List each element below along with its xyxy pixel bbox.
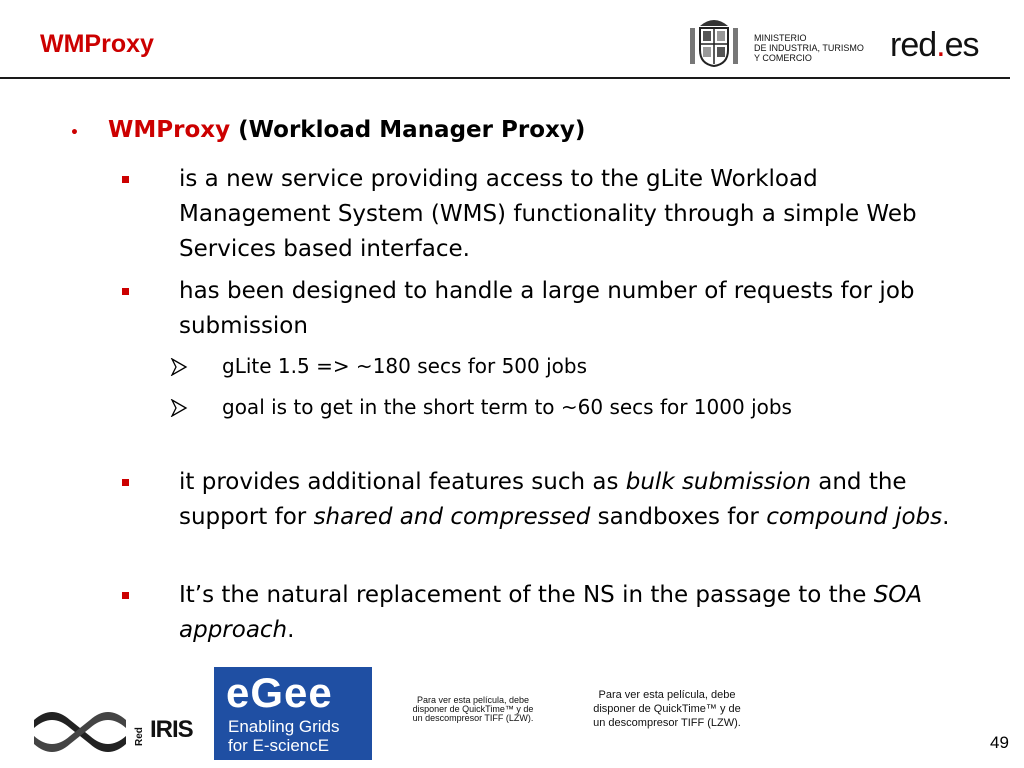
rediris-logo: Red IRIS — [134, 716, 193, 746]
rede-logo: red.es — [890, 26, 979, 64]
arrow-bullet-icon — [170, 399, 188, 417]
ministry-label: MINISTERIO DE INDUSTRIA, TURISMO Y COMERCIO — [754, 33, 864, 63]
page-title: WMProxy — [40, 30, 154, 58]
square-bullet-icon — [122, 176, 129, 183]
grid-x-logo — [30, 700, 130, 756]
quicktime-placeholder-small: Para ver esta película, debe disponer de QuickTime™ y de un descompresor TIFF (LZW). — [412, 695, 534, 723]
square-bullet-icon — [122, 592, 129, 599]
header-divider — [0, 77, 1010, 79]
egee-logo: eGee Enabling Grids for E-sciencE — [214, 667, 372, 760]
square-bullet-icon — [122, 479, 129, 486]
square-bullet-icon — [122, 288, 129, 295]
quicktime-placeholder-large: Para ver esta película, debe disponer de QuickTime™ y de un descompresor TIFF (LZW). — [593, 689, 741, 729]
arrow-bullet-icon — [170, 358, 188, 376]
bullet-dot-icon: • — [70, 125, 79, 141]
page-number: 49 — [990, 733, 1009, 752]
spanish-crest-logo — [688, 12, 740, 70]
